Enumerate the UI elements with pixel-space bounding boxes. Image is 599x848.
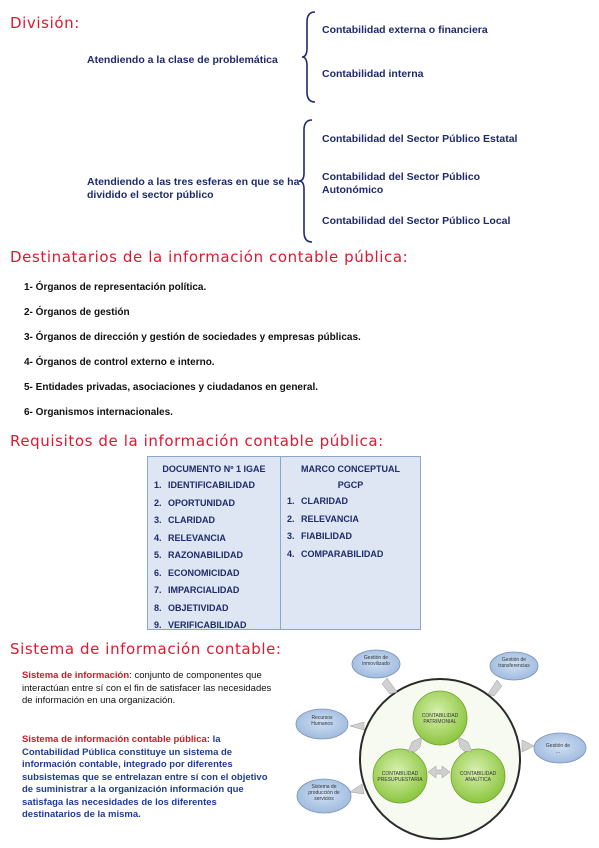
arrow-5 [350, 784, 364, 794]
sistema-paragraph-1 [22, 670, 277, 708]
sistema-definition-2: : la Contabilidad Pública constituye un sistema de información contable, integrado por diferentes subsistemas que se entrelazan entre sí con el objetivo de suministrar a la organización información que satisfaga las necesidades de los diferentes destinatarios de la misma. [22, 734, 268, 820]
pgcp-item-1: 1. CLARIDAD [287, 496, 348, 506]
division-group1-item-1: Contabilidad externa o financiera [322, 24, 488, 36]
brace-group1 [301, 10, 321, 104]
igae-item-6: 6. ECONOMICIDAD [154, 567, 240, 578]
division-group1-item-2: Contabilidad interna [322, 68, 424, 80]
outer-node-label-4: Gestión de ... [545, 743, 571, 755]
igae-item-5: 5. RAZONABILIDAD [154, 550, 243, 560]
sistema-term-2: Sistema de información contable pública [22, 734, 207, 745]
requisitos-table [147, 456, 421, 630]
outer-node-inmovilizado [352, 650, 400, 678]
division-group2-item-3: Contabilidad del Sector Público Local [322, 215, 511, 227]
sistema-definition-1: : conjunto de componentes que interactúan entre sí con el fin de satisfacer las necesidades de información en una organización. [22, 670, 272, 706]
igae-item-4: 4. RELEVANCIA [154, 532, 226, 543]
inner-node-patrimonial [413, 691, 467, 745]
inner-node-analitica [451, 749, 505, 803]
pgcp-item-4: 4. COMPARABILIDAD [287, 548, 384, 559]
inner-node-label-1: CONTABILIDAD PATRIMONIAL [421, 713, 459, 725]
arrow-1 [382, 678, 397, 694]
requisitos-igae-column [148, 457, 281, 629]
division-heading: División: [10, 14, 80, 32]
pgcp-header-2: PGCP [337, 480, 364, 490]
outer-node-label-1: Gestión de inmovilizado [362, 655, 390, 667]
sistema-diagram [292, 644, 592, 844]
destinatarios-heading: Destinatarios de la información contable pública: [10, 248, 409, 266]
destinatario-item-2: 2- Órganos de gestión [24, 307, 130, 318]
inner-node-presupuestaria [373, 749, 427, 803]
destinatario-item-6: 6- Organismos internacionales. [24, 407, 173, 418]
destinatario-item-1: 1- Órganos de representación política. [24, 282, 207, 293]
outer-node-produccion-servicios [297, 779, 351, 813]
outer-node-recursos-humanos [296, 709, 348, 739]
pgcp-header-1: MARCO CONCEPTUAL [301, 464, 400, 474]
igae-item-2: 2. OPORTUNIDAD [154, 497, 235, 508]
inner-node-label-2: CONTABILIDAD PRESUPUESTARIA [377, 771, 423, 783]
igae-item-7: 7. IMPARCIALIDAD [154, 585, 240, 595]
arrow-4 [522, 740, 534, 752]
outer-node-gestion [534, 733, 586, 763]
destinatario-item-5: 5- Entidades privadas, asociaciones y ciudadanos en general. [24, 382, 318, 393]
inner-node-label-3: CONTABILIDAD ANALÍTICA [459, 771, 497, 783]
arrow-3 [350, 722, 364, 730]
outer-node-label-2: Gestión de transferencias [498, 657, 530, 669]
igae-header: DOCUMENTO Nº 1 IGAE [162, 464, 266, 474]
requisitos-heading: Requisitos de la información contable pública: [10, 432, 384, 450]
arrow-2 [488, 680, 502, 696]
igae-item-1: 1. IDENTIFICABILIDAD [154, 480, 255, 490]
requisitos-pgcp-column [281, 457, 420, 629]
destinatario-item-4: 4- Órganos de control externo e interno. [24, 357, 215, 368]
igae-item-3: 3. CLARIDAD [154, 515, 215, 525]
pgcp-item-3: 3. FIABILIDAD [287, 531, 352, 541]
sistema-paragraph-2 [22, 734, 277, 822]
division-group1-label: Atendiendo a la clase de problemática [87, 54, 278, 66]
division-group2-label: Atendiendo a las tres esferas en que se ha dividido el sector público [87, 176, 300, 201]
outer-node-transferencias [490, 652, 538, 680]
destinatario-item-3: 3- Órganos de dirección y gestión de sociedades y empresas públicas. [24, 332, 361, 343]
outer-node-label-5: Sistema de producción de servicios [308, 784, 340, 802]
sistema-term-1: Sistema de información [22, 670, 130, 681]
pgcp-item-2: 2. RELEVANCIA [287, 513, 359, 524]
igae-item-9: 9. VERIFICABILIDAD [154, 620, 247, 630]
brace-group2 [298, 118, 318, 244]
igae-item-8: 8. OBJETIVIDAD [154, 602, 229, 613]
sistema-heading: Sistema de información contable: [10, 640, 282, 658]
division-group2-item-2: Contabilidad del Sector Público Autonómico [322, 171, 481, 196]
outer-node-label-3: Recursos Humanos [311, 715, 333, 727]
division-group2-item-1: Contabilidad del Sector Público Estatal [322, 133, 518, 145]
